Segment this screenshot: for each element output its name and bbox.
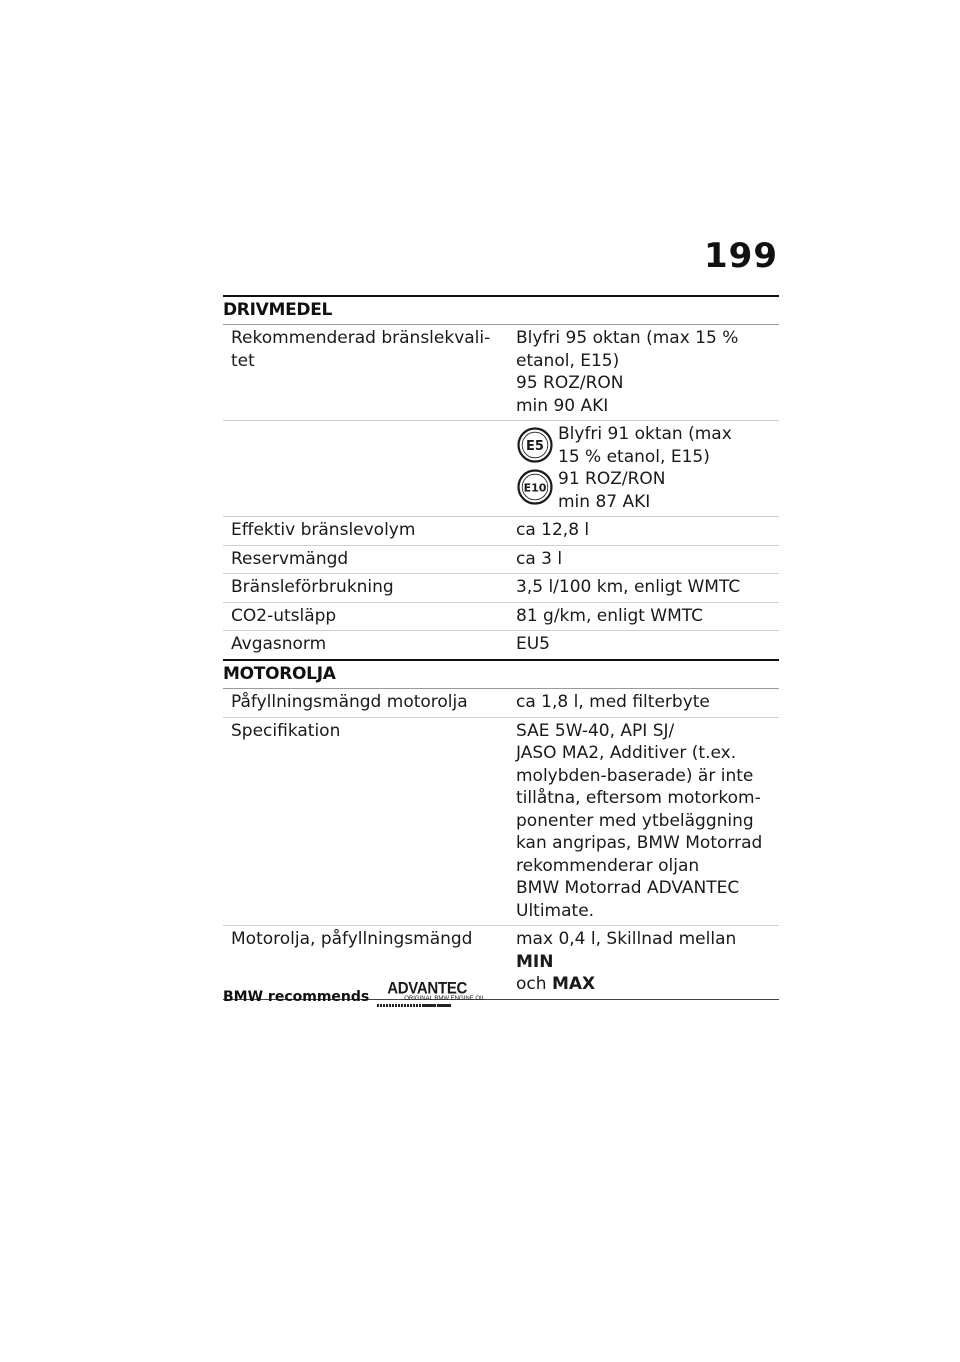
row-label: CO2-utsläpp	[223, 602, 509, 631]
row-label: Rekommenderad bränslekvali- tet	[223, 325, 509, 421]
oil-spec-table	[223, 689, 779, 1000]
fuel-spec-table	[223, 325, 779, 660]
logo-main-text: ADVANTEC	[387, 979, 468, 998]
row-value: 81 g/km, enligt WMTC	[509, 602, 779, 631]
max-label: MAX	[551, 974, 596, 994]
row-value: SAE 5W-40, API SJ/ JASO MA2, Additiver (t.ex. molybden-baserade) är inte tillåtna, eftersom motorkom- ponenter med ytbeläggning kan angripas, BMW Motorrad rekommenderar oljan BMW Motorrad ADVANTEC Ultimate.	[509, 717, 779, 926]
fuel-section	[223, 295, 779, 660]
svg-text:E5: E5	[526, 439, 544, 454]
table-row	[223, 689, 779, 717]
table-row	[223, 325, 779, 421]
row-value: E5 E10 Blyfri 91 oktan (max 15 % etanol, E15) 91 ROZ/RON min 87 AKI	[509, 421, 779, 517]
table-row	[223, 574, 779, 603]
table-row	[223, 545, 779, 574]
row-value: max 0,4 l, Skillnad mellan MIN och MAX	[509, 926, 779, 1000]
table-row	[223, 421, 779, 517]
svg-text:E10: E10	[523, 481, 547, 495]
fuel-section-title: DRIVMEDEL	[223, 295, 779, 325]
row-value: 3,5 l/100 km, enligt WMTC	[509, 574, 779, 603]
row-value: Blyfri 95 oktan (max 15 % etanol, E15) 95 ROZ/RON min 90 AKI	[509, 325, 779, 421]
logo-sub-text: ORIGINAL BMW ENGINE OIL	[404, 996, 486, 1002]
e5-fuel-icon	[516, 426, 554, 464]
row-label: Reservmängd	[223, 545, 509, 574]
row-label: Motorolja, påfyllningsmängd	[223, 926, 509, 1000]
row-label: Avgasnorm	[223, 631, 509, 660]
row-label: Effektiv bränslevolym	[223, 517, 509, 546]
advantec-logo	[377, 979, 486, 1007]
oil-section	[223, 659, 779, 1000]
logo-stripe	[377, 1004, 485, 1007]
min-label: MIN	[516, 951, 554, 972]
row-label: Specifikation	[223, 717, 509, 926]
e10-fuel-icon	[516, 468, 554, 506]
row-value: EU5	[509, 631, 779, 660]
row-label: Bränsleförbrukning	[223, 574, 509, 603]
table-row	[223, 631, 779, 660]
oil-section-title: MOTOROLJA	[223, 659, 779, 689]
table-row	[223, 602, 779, 631]
row-value: ca 12,8 l	[509, 517, 779, 546]
row-label-empty	[223, 421, 509, 517]
page-number: 199	[704, 236, 778, 276]
row-label: Påfyllningsmängd motorolja	[223, 689, 509, 717]
table-row	[223, 517, 779, 546]
table-row	[223, 717, 779, 926]
bmw-recommends-footer	[223, 979, 486, 1007]
footer-text: BMW recommends	[223, 989, 370, 1005]
row-value: ca 1,8 l, med filterbyte	[509, 689, 779, 717]
row-value: ca 3 l	[509, 545, 779, 574]
